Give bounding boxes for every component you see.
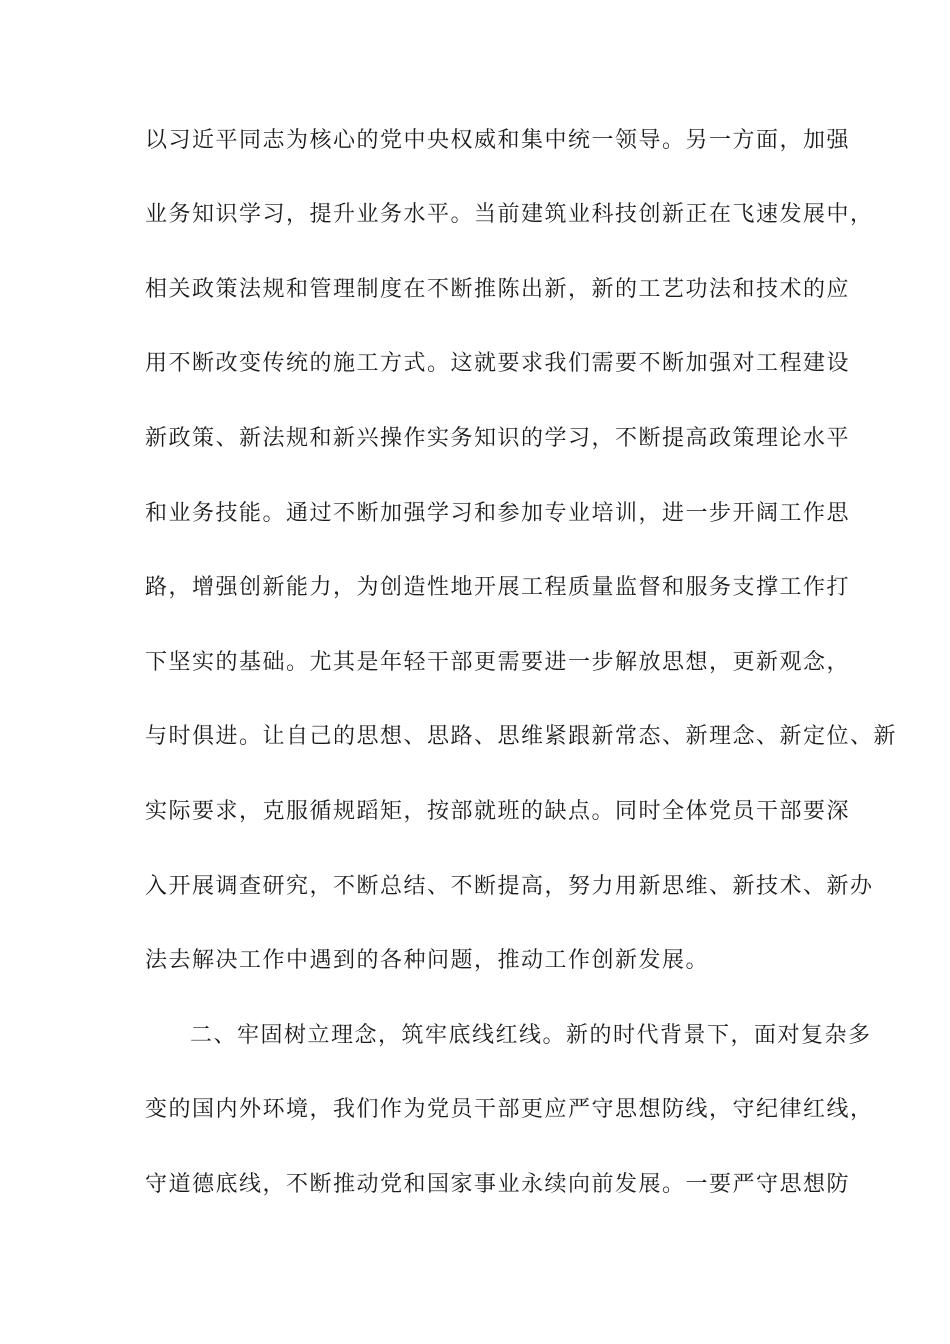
text-line-15: 守道德底线，不断推动党和国家事业永续向前发展。一要严守思想防: [145, 1172, 851, 1197]
text-line-8: 下坚实的基础。尤其是年轻干部更需要进一步解放思想，更新观念，: [145, 650, 851, 675]
text-line-2: 业务知识学习，提升业务水平。当前建筑业科技创新正在飞速发展中，: [145, 202, 874, 227]
text-line-4: 用不断改变传统的施工方式。这就要求我们需要不断加强对工程建设: [145, 351, 851, 376]
text-line-3: 相关政策法规和管理制度在不断推陈出新，新的工艺功法和技术的应: [145, 277, 851, 302]
text-line-10: 实际要求，克服循规蹈矩，按部就班的缺点。同时全体党员干部要深: [145, 799, 851, 824]
text-line-12: 法去解决工作中遇到的各种问题，推动工作创新发展。: [145, 948, 710, 973]
text-line-1: 以习近平同志为核心的党中央权威和集中统一领导。另一方面，加强: [145, 128, 851, 153]
text-line-6: 和业务技能。通过不断加强学习和参加专业培训，进一步开阔工作思: [145, 501, 851, 526]
paragraph-heading-line: 二、牢固树立理念，筑牢底线红线。新的时代背景下，面对复杂多: [190, 1023, 872, 1048]
text-line-11: 入开展调查研究，不断总结、不断提高，努力用新思维、新技术、新办: [145, 874, 874, 899]
text-line-9: 与时俱进。让自己的思想、思路、思维紧跟新常态、新理念、新定位、新: [145, 724, 898, 749]
text-line-14: 变的国内外环境，我们作为党员干部更应严守思想防线，守纪律红线，: [145, 1097, 874, 1122]
text-line-5: 新政策、新法规和新兴操作实务知识的学习，不断提高政策理论水平: [145, 426, 851, 451]
text-line-7: 路，增强创新能力，为创造性地开展工程质量监督和服务支撑工作打: [145, 575, 851, 600]
